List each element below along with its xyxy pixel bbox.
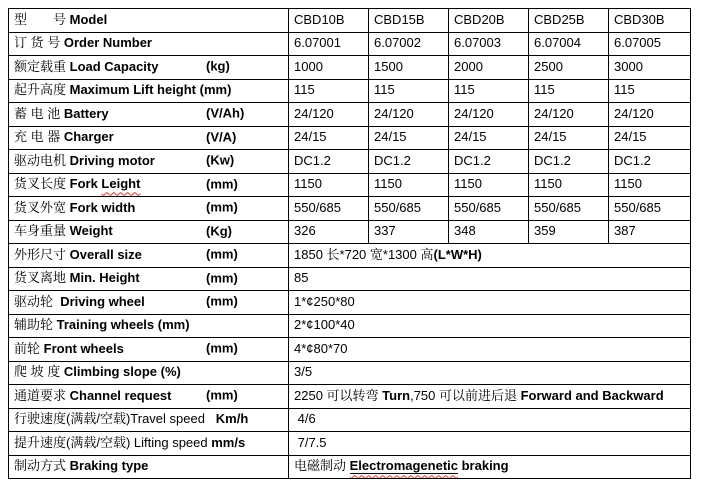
value-segment: 7/7.5	[294, 434, 327, 450]
spec-value-merged	[289, 338, 691, 362]
spec-value: 24/120	[529, 103, 609, 127]
label-segment: 通道要求	[14, 387, 70, 403]
spec-row-max-lift-height	[9, 79, 691, 103]
label-segment: mm/s	[211, 434, 246, 450]
row-label-climbing-slope	[9, 361, 289, 385]
spec-value: 1150	[449, 173, 529, 197]
row-label-training-wheels	[9, 314, 289, 338]
spec-value: 24/15	[529, 126, 609, 150]
row-label-load-capacity	[9, 56, 289, 80]
label-segment: 型 号	[14, 11, 67, 27]
spec-value-merged	[289, 267, 691, 291]
spec-value: 6.07002	[369, 32, 449, 56]
label-segment: 外形尺寸	[14, 246, 70, 262]
label-segment: Fork width	[69, 199, 136, 215]
spec-value: 1500	[369, 56, 449, 80]
label-segment: Load Capacity	[69, 58, 159, 74]
row-label-weight	[9, 220, 289, 244]
spec-row-weight	[9, 220, 691, 244]
spec-value: 6.07003	[449, 32, 529, 56]
spec-row-battery	[9, 103, 691, 127]
label-segment: Model	[66, 11, 108, 27]
value-segment: braking	[458, 458, 509, 474]
row-label-fork-length	[9, 173, 289, 197]
spec-value: 24/120	[449, 103, 529, 127]
value-segment: 4/6	[294, 411, 316, 427]
spec-value: 2500	[529, 56, 609, 80]
spec-value-merged	[289, 408, 691, 432]
label-segment: Km/h	[204, 411, 249, 427]
label-segment: Lifting speed	[133, 434, 212, 450]
spec-row-training-wheels	[9, 314, 691, 338]
row-label-lifting-speed	[9, 432, 289, 456]
row-label-model	[9, 9, 289, 33]
row-label-fork-width	[9, 197, 289, 221]
spec-value: 115	[289, 79, 369, 103]
spec-value: 348	[449, 220, 529, 244]
spec-value: 24/15	[289, 126, 369, 150]
unit-label: (V/A)	[206, 129, 237, 145]
spec-value-merged	[289, 361, 691, 385]
spec-row-min-height	[9, 267, 691, 291]
value-segment: ,750 可以前进后退	[410, 387, 521, 403]
spec-value-merged	[289, 455, 691, 479]
row-label-driving-motor	[9, 150, 289, 174]
spec-value: DC1.2	[609, 150, 691, 174]
label-segment: 车身重量	[14, 223, 70, 239]
label-segment: Maximum Lift height (mm)	[69, 82, 232, 98]
spec-value: 1150	[289, 173, 369, 197]
row-label-min-height	[9, 267, 289, 291]
label-segment: Weight	[69, 223, 113, 239]
value-segment: 85	[294, 270, 309, 286]
spec-value: CBD20B	[449, 9, 529, 33]
unit-label: (mm)	[206, 387, 238, 403]
spec-row-order-number	[9, 32, 691, 56]
label-segment: Battery	[63, 105, 109, 121]
unit-label: (Kw)	[206, 152, 235, 168]
spec-value: 6.07005	[609, 32, 691, 56]
spec-row-fork-length	[9, 173, 691, 197]
spec-row-load-capacity	[9, 56, 691, 80]
unit-label: (Kg)	[206, 223, 232, 239]
label-segment: Order Number	[60, 35, 152, 51]
value-segment: 1850 长*720 宽*1300 高	[294, 246, 434, 262]
spec-value: 115	[609, 79, 691, 103]
spec-row-driving-motor	[9, 150, 691, 174]
label-segment: Overall size	[69, 246, 142, 262]
label-segment: 订 货 号	[14, 35, 61, 51]
spec-value: 550/685	[609, 197, 691, 221]
value-segment: 电磁制动	[294, 458, 350, 474]
unit-label: (mm)	[206, 340, 238, 356]
row-label-order-number	[9, 32, 289, 56]
label-segment: 爬 坡 度	[14, 364, 64, 380]
label-segment: 前轮	[14, 340, 44, 356]
label-segment: Driving motor	[69, 152, 155, 168]
spec-value: 387	[609, 220, 691, 244]
spec-value: 550/685	[369, 197, 449, 221]
spec-value: 6.07004	[529, 32, 609, 56]
value-segment: (L*W*H)	[433, 246, 482, 262]
spec-value: 115	[529, 79, 609, 103]
spec-row-travel-speed	[9, 408, 691, 432]
spec-value: DC1.2	[289, 150, 369, 174]
spec-value: 550/685	[289, 197, 369, 221]
spec-value: 24/120	[369, 103, 449, 127]
row-label-charger	[9, 126, 289, 150]
spec-value: 24/120	[609, 103, 691, 127]
label-segment: Front wheels	[43, 340, 124, 356]
label-segment: Driving wheel	[56, 293, 145, 309]
spec-value: DC1.2	[369, 150, 449, 174]
label-segment: Fork	[69, 176, 102, 192]
spec-row-driving-wheel	[9, 291, 691, 315]
spec-value-merged	[289, 244, 691, 268]
unit-label: (mm)	[206, 176, 238, 192]
spec-value: 24/15	[369, 126, 449, 150]
forklift-spec-table	[8, 8, 691, 479]
unit-label: (V/Ah)	[206, 105, 245, 121]
spec-value: CBD25B	[529, 9, 609, 33]
spec-value: 1150	[529, 173, 609, 197]
spec-value: 3000	[609, 56, 691, 80]
label-segment: 充 电 器	[14, 129, 64, 145]
spec-value: DC1.2	[529, 150, 609, 174]
label-segment: Min. Height	[69, 270, 140, 286]
unit-label: (mm)	[206, 199, 238, 215]
spec-value-merged	[289, 291, 691, 315]
spec-row-braking-type	[9, 455, 691, 479]
value-segment: Forward and Backward	[520, 387, 664, 403]
spec-value: 1150	[369, 173, 449, 197]
label-segment: 驱动轮	[14, 293, 57, 309]
spec-value: 550/685	[449, 197, 529, 221]
label-segment: 货叉外宽	[14, 199, 70, 215]
spec-value: CBD10B	[289, 9, 369, 33]
label-segment: 制动方式	[14, 458, 70, 474]
spec-value: CBD30B	[609, 9, 691, 33]
unit-label: (kg)	[206, 58, 230, 74]
row-label-overall-size	[9, 244, 289, 268]
row-label-battery	[9, 103, 289, 127]
spec-value: 24/120	[289, 103, 369, 127]
spec-value: 326	[289, 220, 369, 244]
spec-value: 359	[529, 220, 609, 244]
spec-value: 115	[369, 79, 449, 103]
label-segment: 行驶速度(满载/空载)	[14, 411, 131, 427]
value-segment: 3/5	[294, 364, 313, 380]
spec-value: 1000	[289, 56, 369, 80]
row-label-travel-speed	[9, 408, 289, 432]
unit-label: (mm)	[206, 246, 238, 262]
label-segment: 辅助轮	[14, 317, 57, 333]
row-label-max-lift-height	[9, 79, 289, 103]
spec-value: 24/15	[449, 126, 529, 150]
label-segment: Climbing slope (%)	[63, 364, 181, 380]
spec-value: 2000	[449, 56, 529, 80]
spec-value: 550/685	[529, 197, 609, 221]
spec-row-overall-size	[9, 244, 691, 268]
spec-row-front-wheels	[9, 338, 691, 362]
label-segment: 起升高度	[14, 82, 70, 98]
spec-row-charger	[9, 126, 691, 150]
label-segment: 提升速度(满载/空载)	[14, 434, 134, 450]
spec-row-climbing-slope	[9, 361, 691, 385]
spec-value: 337	[369, 220, 449, 244]
spec-row-channel-request	[9, 385, 691, 409]
spec-value: 6.07001	[289, 32, 369, 56]
label-segment: Leight	[101, 176, 141, 192]
row-label-channel-request	[9, 385, 289, 409]
spec-row-lifting-speed	[9, 432, 691, 456]
label-segment: Charger	[63, 129, 114, 145]
label-segment: 货叉离地	[14, 270, 70, 286]
value-segment: 4*¢80*70	[294, 340, 348, 356]
spec-value: 24/15	[609, 126, 691, 150]
value-segment: 1*¢250*80	[294, 293, 355, 309]
spec-value: CBD15B	[369, 9, 449, 33]
row-label-front-wheels	[9, 338, 289, 362]
spec-value-merged	[289, 314, 691, 338]
label-segment: Travel speed	[130, 411, 205, 427]
label-segment: Channel request	[69, 387, 172, 403]
value-segment: 2*¢100*40	[294, 317, 355, 333]
spec-value-merged	[289, 385, 691, 409]
value-segment: Electromagenetic	[349, 458, 458, 474]
spec-value: 115	[449, 79, 529, 103]
unit-label: (mm)	[206, 270, 238, 286]
label-segment: 货叉长度	[14, 176, 70, 192]
spec-table-body	[9, 9, 691, 479]
spec-row-model	[9, 9, 691, 33]
row-label-driving-wheel	[9, 291, 289, 315]
label-segment: 驱动电机	[14, 152, 70, 168]
spec-value: DC1.2	[449, 150, 529, 174]
label-segment: 蓄 电 池	[14, 105, 64, 121]
value-segment: Turn	[382, 387, 411, 403]
label-segment: Training wheels (mm)	[56, 317, 190, 333]
value-segment: 2250 可以转弯	[294, 387, 383, 403]
spec-value-merged	[289, 432, 691, 456]
unit-label: (mm)	[206, 293, 238, 309]
label-segment: 额定载重	[14, 58, 70, 74]
label-segment: Braking type	[69, 458, 149, 474]
spec-value: 1150	[609, 173, 691, 197]
spec-row-fork-width	[9, 197, 691, 221]
row-label-braking-type	[9, 455, 289, 479]
